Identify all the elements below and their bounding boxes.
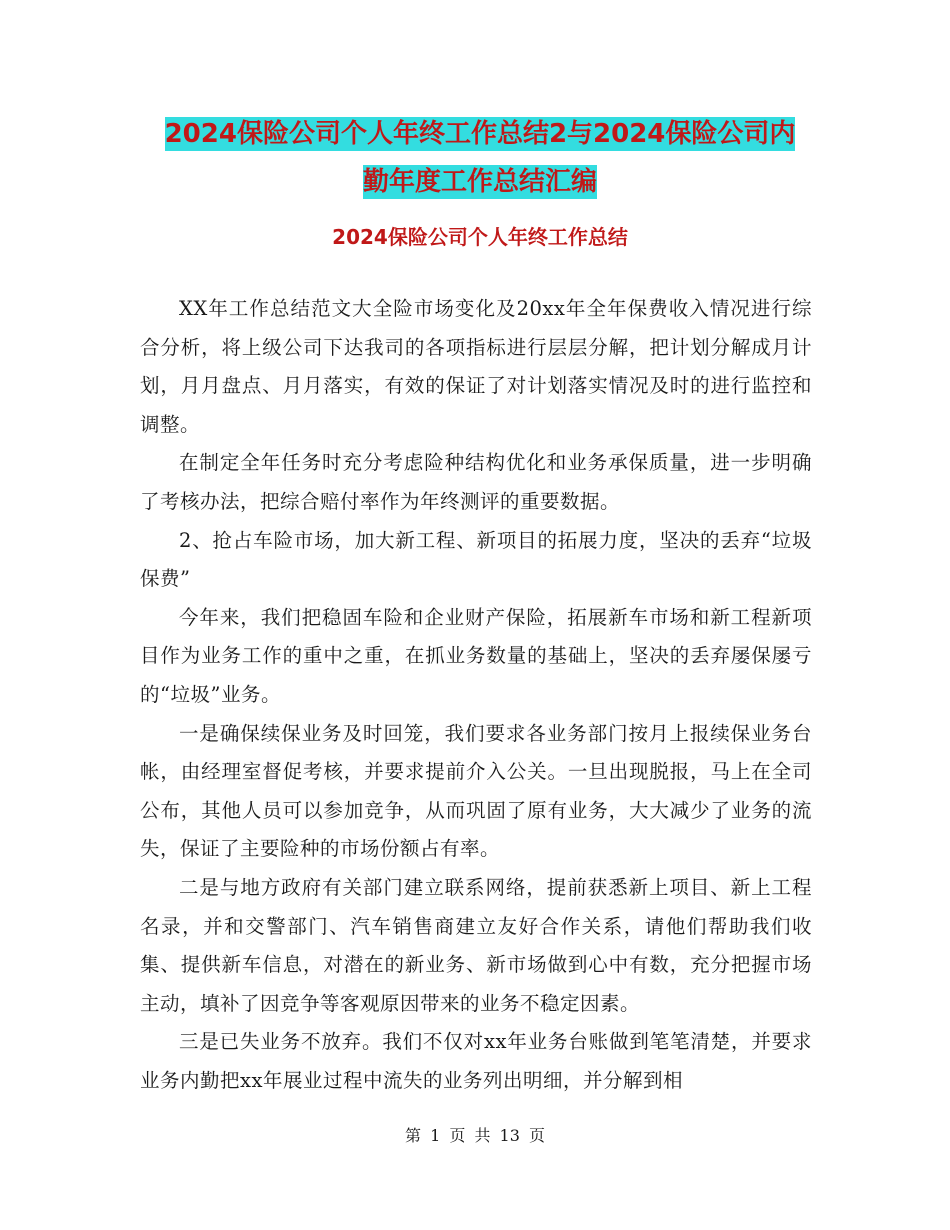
document-title (140, 110, 820, 206)
body-paragraph: XX年工作总结范文大全险市场变化及20xx年全年保费收入情况进行综合分析，将上级公司下达我司的各项指标进行层层分解，把计划分解成月计划，月月盘点、月月落实，有效的保证了对计划落实情况及时的进行监控和调整。 (140, 297, 812, 436)
document-title-line-2: 勤年度工作总结汇编 (362, 167, 597, 197)
document-title-line-1: 2024保险公司个人年终工作总结2与2024保险公司内 (164, 119, 796, 149)
body-paragraph: 今年来，我们把稳固车险和企业财产保险，拓展新车市场和新工程新项目作为业务工作的重中之重，在抓业务数量的基础上，坚决的丢弃屡保屡亏的“垃圾”业务。 (140, 605, 812, 706)
body-paragraph: 在制定全年任务时充分考虑险种结构优化和业务承保质量，进一步明确了考核办法，把综合赔付率作为年终测评的重要数据。 (140, 451, 812, 513)
page-footer: 第 1 页 共 13 页 (405, 1126, 545, 1145)
body-paragraph: 二是与地方政府有关部门建立联系网络，提前获悉新上项目、新上工程名录，并和交警部门、汽车销售商建立友好合作关系，请他们帮助我们收集、提供新车信息，对潜在的新业务、新市场做到心中有数，充分把握市场主动，填补了因竞争等客观原因带来的业务不稳定因素。 (140, 875, 812, 1015)
body-paragraph: 三是已失业务不放弃。我们不仅对xx年业务台账做到笔笔清楚，并要求业务内勤把xx年展业过程中流失的业务列出明细，并分解到相 (140, 1030, 812, 1092)
section-title: 2024保险公司个人年终工作总结 (332, 225, 628, 249)
body-paragraph: 一是确保续保业务及时回笼，我们要求各业务部门按月上报续保业务台帐，由经理室督促考核，并要求提前介入公关。一旦出现脱报，马上在全司公布，其他人员可以参加竞争，从而巩固了原有业务，大大减少了业务的流失，保证了主要险种的市场份额占有率。 (140, 721, 812, 861)
document-body (140, 290, 812, 1100)
body-paragraph: 2、抢占车险市场，加大新工程、新项目的拓展力度，坚决的丢弃“垃圾保费” (140, 528, 812, 591)
